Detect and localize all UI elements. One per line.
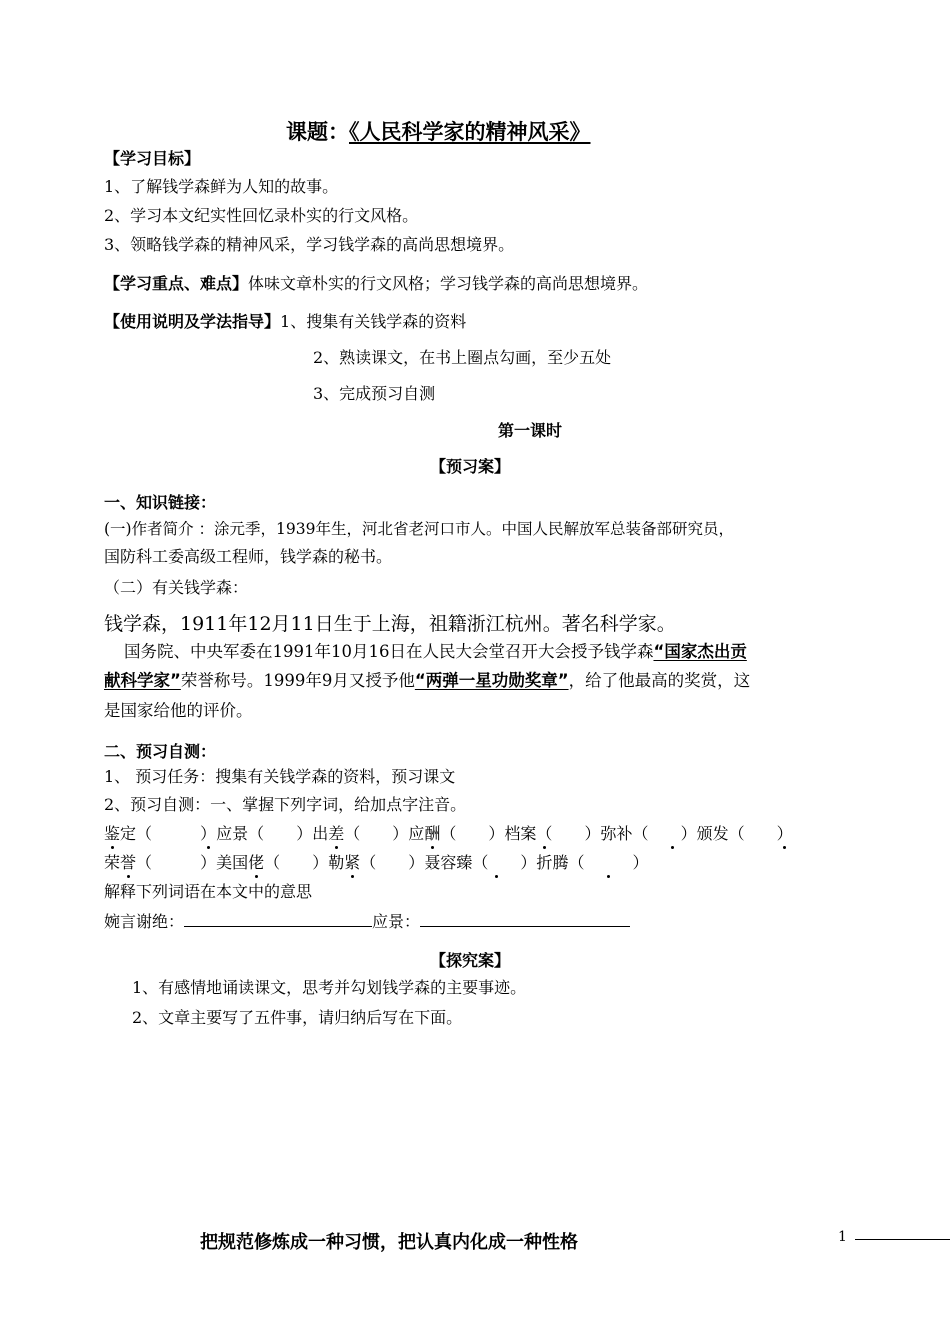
term-label: 应景：	[372, 912, 421, 931]
inquiry-item: 1、有感情地诵读课文，思考并勾划钱学森的主要事迹。	[132, 978, 527, 997]
pinyin-row-2	[104, 852, 649, 874]
emphasis-dot-char: 鉴	[104, 824, 121, 843]
knowledge-heading: 一、知识链接：	[104, 493, 217, 512]
emphasis-dot-char: 差	[328, 824, 345, 843]
guide-item: 2、熟读课文，在书上圈点勾画，至少五处	[313, 348, 612, 367]
about-heading: （二）有关钱学森：	[104, 578, 249, 597]
title-prefix: 课题：	[286, 120, 349, 144]
page-title	[286, 118, 591, 146]
term-label: 婉言谢绝：	[104, 912, 185, 931]
honor-line1	[124, 641, 747, 663]
preview-task: 1、 预习任务：搜集有关钱学森的资料，预习课文	[104, 767, 456, 786]
honor-text: 荣誉称号。1999年9月又授予他	[180, 671, 415, 690]
author-intro-line2: 国防科工委高级工程师，钱学森的秘书。	[104, 547, 393, 566]
explain-prompt: 解释下列词语在本文中的意思	[104, 882, 313, 901]
lesson-label: 第一课时	[498, 421, 563, 440]
focus-line	[104, 273, 648, 295]
birth-line: 钱学森，1911年12月11日生于上海，祖籍浙江杭州。著名科学家。	[104, 613, 676, 635]
pinyin-row-1	[104, 823, 793, 845]
objective-item: 2、学习本文纪实性回忆录朴实的行文风格。	[104, 206, 419, 225]
emphasis-dot-char: 佬	[248, 853, 265, 872]
guide-item: 1、搜集有关钱学森的资料	[280, 312, 467, 331]
answer-blank[interactable]	[420, 910, 630, 927]
objective-item: 3、领略钱学森的精神风采，学习钱学森的高尚思想境界。	[104, 235, 515, 254]
honor-title: 献科学家”	[104, 671, 181, 690]
emphasis-dot-char: ）	[200, 824, 217, 843]
emphasis-dot-char	[488, 852, 504, 874]
honor-text: ，给了他最高的奖赏，这	[568, 671, 751, 690]
inquiry-heading: 【探究案】	[430, 951, 511, 970]
honor-line3: 是国家给他的评价。	[104, 701, 253, 720]
footer-rule	[855, 1239, 950, 1240]
answer-blank[interactable]	[184, 910, 372, 927]
emphasis-dot-char	[600, 852, 616, 874]
selftest-heading: 二、预习自测：	[104, 742, 217, 761]
guide-line	[104, 311, 466, 333]
emphasis-dot-char: 誉	[120, 853, 137, 872]
emphasis-dot-char: 酬	[424, 824, 441, 843]
definition-line	[104, 910, 630, 933]
vocab-row: 荣誉（ ）美国佬（ ）勒紧（ ）聂容臻（ ）折腾（ ）	[104, 853, 649, 872]
footer-motto: 把规范修炼成一种习惯，把认真内化成一种性格	[200, 1232, 578, 1253]
page-number: 1	[838, 1229, 847, 1245]
vocab-row: 鉴定（ ）应景（ ）出差（ ）应酬（ ）档案（ ）弥补（ ）颁发（ ）	[104, 824, 793, 843]
medal-title: “两弹一星功勋奖章”	[414, 671, 569, 690]
guide-label: 【使用说明及学法指导】	[104, 312, 281, 331]
focus-text: 体味文章朴实的行文风格；学习钱学森的高尚思想境界。	[248, 274, 649, 293]
emphasis-dot-char	[665, 823, 681, 845]
objectives-heading: 【学习目标】	[104, 149, 201, 168]
guide-item: 3、完成预习自测	[313, 384, 436, 403]
preview-heading: 【预习案】	[430, 457, 511, 476]
honor-title: “国家杰出贡	[653, 642, 747, 661]
honor-line2	[104, 670, 750, 692]
objective-item: 1、了解钱学森鲜为人知的故事。	[104, 177, 339, 196]
inquiry-item: 2、文章主要写了五件事，请归纳后写在下面。	[132, 1008, 463, 1027]
emphasis-dot-char: （	[536, 824, 553, 843]
selftest-intro: 2、预习自测：一、掌握下列字词，给加点字注音。	[104, 795, 467, 814]
emphasis-dot-char: 紧	[344, 853, 361, 872]
author-intro-line1: (一)作者简介 ：涂元季，1939年生，河北省老河口市人。中国人民解放军总装备部研究员，	[104, 520, 734, 538]
focus-label: 【学习重点、难点】	[104, 274, 249, 293]
title-name: 《人民科学家的精神风采》	[349, 120, 591, 144]
emphasis-dot-char: ）	[776, 824, 793, 843]
honor-text: 国务院、中央军委在1991年10月16日在人民大会堂召开大会授予钱学森	[124, 642, 654, 661]
